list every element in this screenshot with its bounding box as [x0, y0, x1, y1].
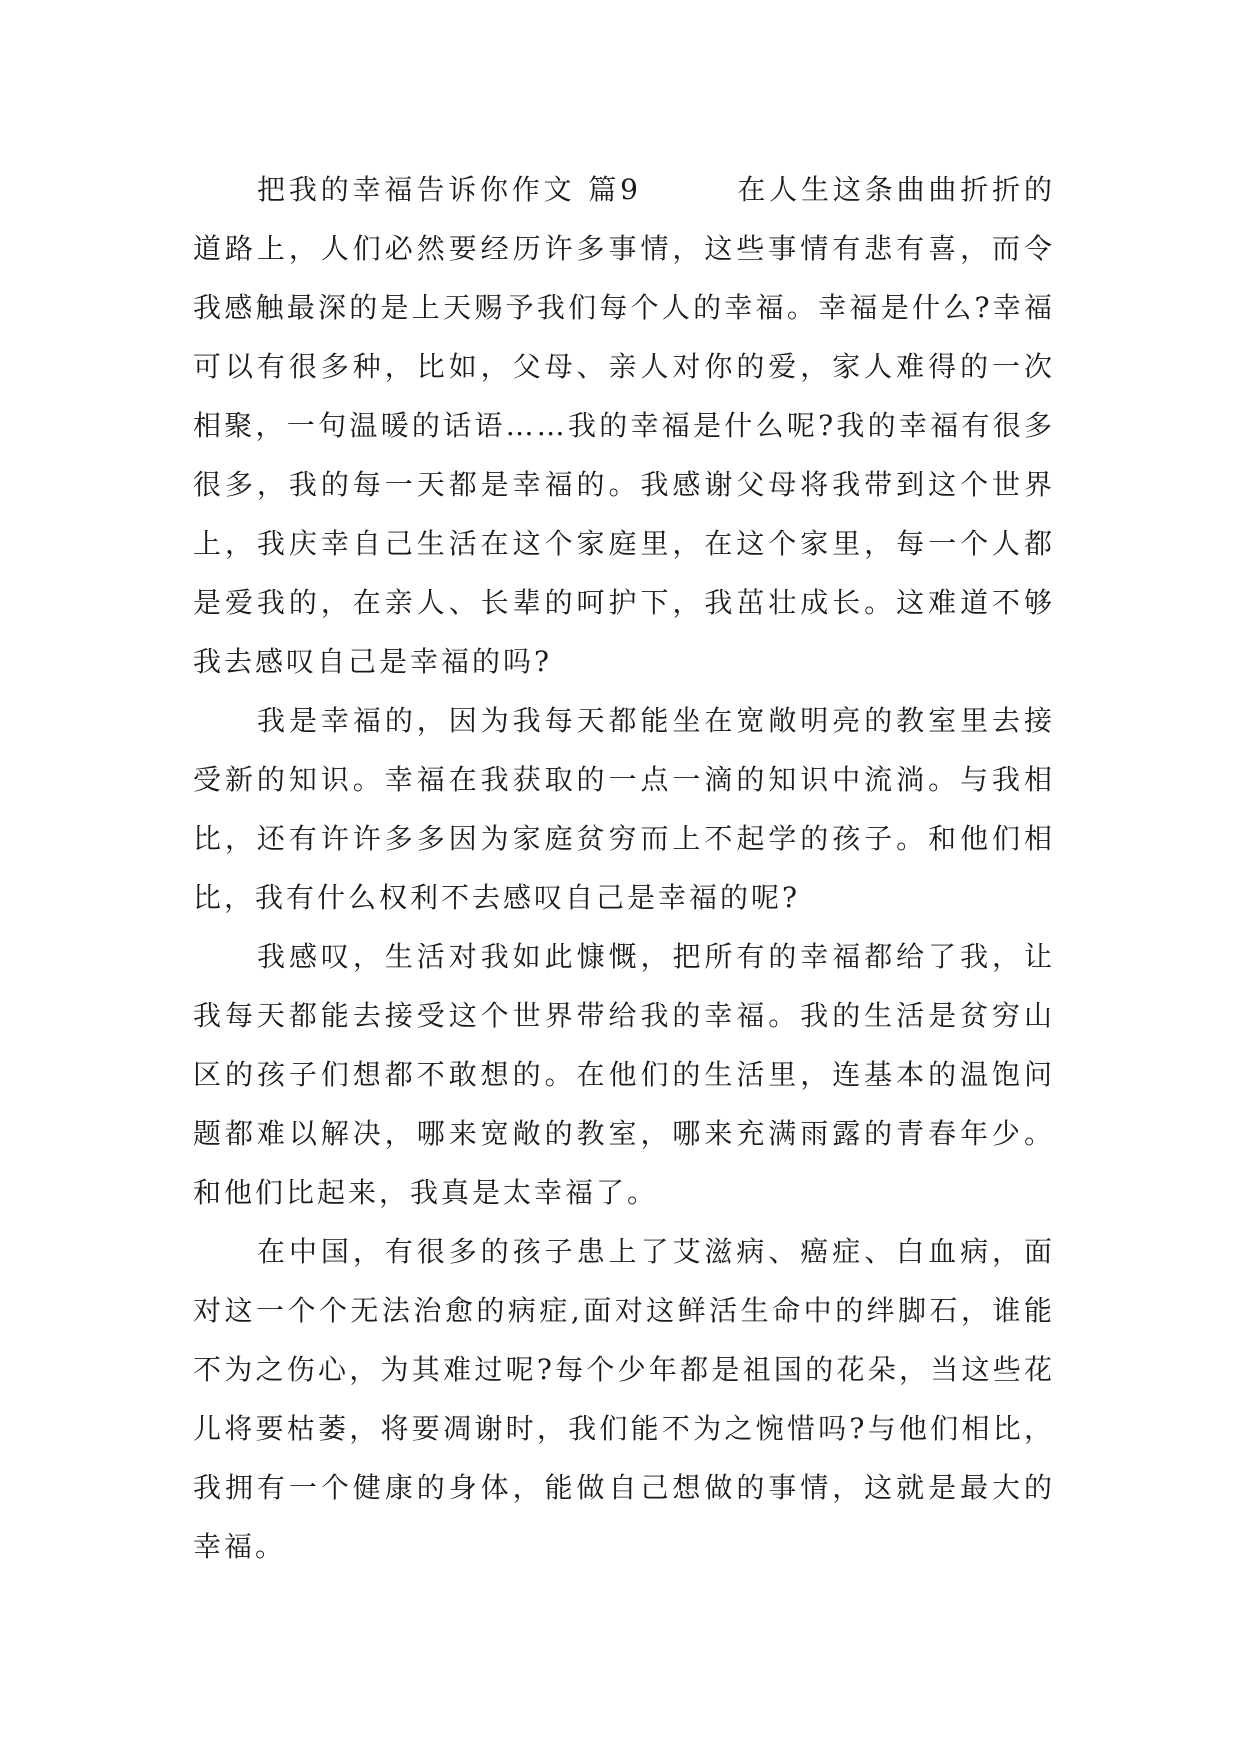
essay-paragraph-2: 我是幸福的，因为我每天都能坐在宽敞明亮的教室里去接受新的知识。幸福在我获取的一点一滴的知识中流淌。与我相比，还有许许多多因为家庭贫穷而上不起学的孩子。和他们相比，我有什么权利不去感叹自己是幸福的呢?: [193, 704, 1055, 914]
essay-paragraph-3: 我感叹，生活对我如此慷慨，把所有的幸福都给了我，让我每天都能去接受这个世界带给我的幸福。我的生活是贫穷山区的孩子们想都不敢想的。在他们的生活里，连基本的温饱问题都难以解决，哪来宽敞的教室，哪来充满雨露的青春年少。和他们比起来，我真是太幸福了。: [193, 940, 1055, 1209]
essay-paragraph-1: [193, 160, 1055, 691]
essay-title: 把我的幸福告诉你作文 篇9: [257, 173, 641, 206]
essay-paragraph-1-text: 在人生这条曲曲折折的道路上，人们必然要经历许多事情，这些事情有悲有喜，而令我感触最深的是上天赐予我们每个人的幸福。幸福是什么?幸福可以有很多种，比如，父母、亲人对你的爱，家人难得的一次相聚，一句温暖的话语……我的幸福是什么呢?我的幸福有很多很多，我的每一天都是幸福的。我感谢父母将我带到这个世界上，我庆幸自己生活在这个家庭里，在这个家里，每一个人都是爱我的，在亲人、长辈的呵护下，我茁壮成长。这难道不够我去感叹自己是幸福的吗?: [193, 173, 1055, 678]
essay-body: [193, 160, 1055, 1576]
essay-paragraph-4: 在中国，有很多的孩子患上了艾滋病、癌症、白血病，面对这一个个无法治愈的病症,面对这鲜活生命中的绊脚石，谁能不为之伤心，为其难过呢?每个少年都是祖国的花朵，当这些花儿将要枯萎，将要凋谢时，我们能不为之惋惜吗?与他们相比，我拥有一个健康的身体，能做自己想做的事情，这就是最大的幸福。: [193, 1235, 1055, 1563]
